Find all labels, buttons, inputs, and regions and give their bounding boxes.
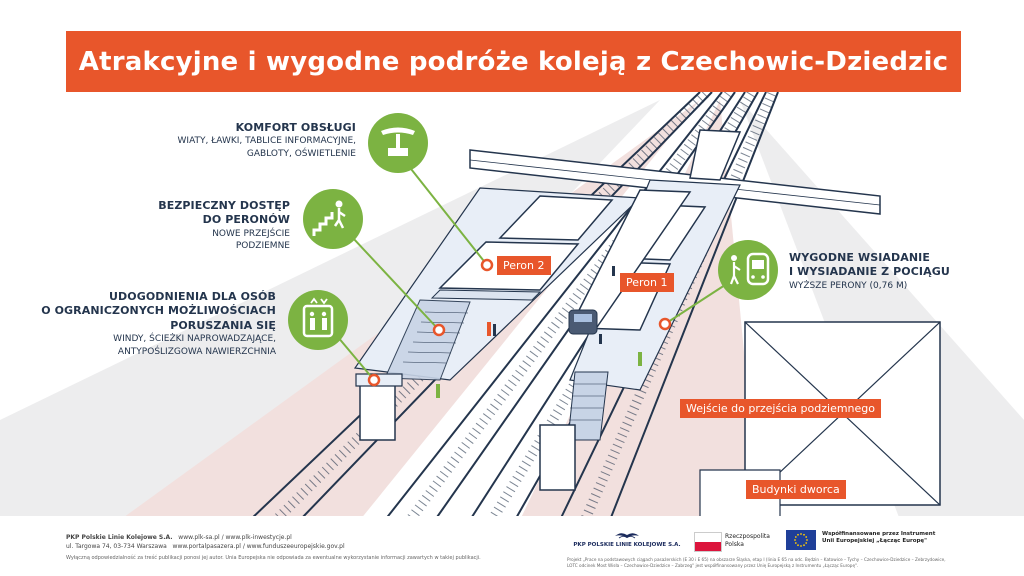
feature-dostep xyxy=(90,199,290,253)
feature-desc: ANTYPOŚLIZGOWA NAWIERZCHNIA xyxy=(117,346,276,357)
shelter-bench-icon xyxy=(368,113,428,173)
pkp-wings-icon xyxy=(567,530,687,542)
feature-title: UDOGODNIENIA DLA OSÓB xyxy=(109,290,276,303)
footer-disclaimer: Wyłączną odpowiedzialność za treść publikacji ponosi jej autor. Unia Europejska nie odpowiada za ewentualne wykorzystanie informacji zawartych w takiej publikacji. xyxy=(66,554,481,561)
feature-title: KOMFORT OBSŁUGI xyxy=(235,121,356,134)
pkp-logo-text: PKP POLSKIE LINIE KOLEJOWE S.A. xyxy=(573,542,681,548)
eu-logo xyxy=(786,530,966,552)
feature-title: WYGODNE WSIADANIE xyxy=(789,251,930,264)
feature-desc: WYŻSZE PERONY (0,76 M) xyxy=(789,280,908,291)
elevator-icon xyxy=(288,290,348,350)
feature-desc: WIATY, ŁAWKI, TABLICE INFORMACYJNE, xyxy=(177,136,356,147)
eu-line-1: Współfinansowane przez Instrument xyxy=(822,531,936,537)
feature-title: I WYSIADANIE Z POCIĄGU xyxy=(789,265,950,279)
footer-contact xyxy=(66,533,481,562)
feature-title: O OGRANICZONYCH MOŻLIWOŚCIACH xyxy=(41,304,276,318)
feature-title: DO PERONÓW xyxy=(202,213,290,227)
feature-desc: PODZIEMNE xyxy=(235,241,290,252)
polish-flag-icon xyxy=(694,532,722,552)
feature-desc: GABLOTY, OŚWIETLENIE xyxy=(246,148,356,159)
footer-address: ul. Targowa 74, 03-734 Warszawa xyxy=(66,543,167,551)
footer-project-info xyxy=(567,557,947,569)
title-banner xyxy=(66,31,961,92)
pkp-logo xyxy=(567,530,687,552)
label-peron-1: Peron 1 xyxy=(620,273,674,292)
feature-udogodnienia xyxy=(16,290,276,358)
passenger-train-icon xyxy=(718,240,778,300)
project-line-2: LOTC odcinek Most Wisła – Czechowice-Dziedzice – Zabrzeg" jest współfinansowany przez Unię Europejską z Instrumentu „Łącząc Europę". xyxy=(567,563,859,569)
feature-wsiadanie xyxy=(789,251,989,292)
project-line-1: Projekt „Prace na podstawowych ciągach pasażerskich (E 30 i E 65) na obszarze Śląska, etap I (linia E 65 na odc. Będzin – Katowice – Tychy – Czechowice-Dziedzice – Zebrzydowice, xyxy=(567,557,946,562)
footer-web-2[interactable]: www.portalpasazera.pl / www.funduszeeuropejskie.gov.pl xyxy=(172,543,345,551)
label-station-buildings: Budynki dworca xyxy=(746,480,846,499)
rp-line-1: Rzeczpospolita xyxy=(725,533,770,540)
rp-line-2: Polska xyxy=(725,540,744,548)
feature-desc: WINDY, ŚCIEŻKI NAPROWADZAJĄCE, xyxy=(113,333,276,344)
footer xyxy=(0,516,1024,576)
feature-title: BEZPIECZNY DOSTĘP xyxy=(158,199,290,212)
feature-komfort xyxy=(96,121,356,161)
rzeczpospolita-logo xyxy=(694,530,784,552)
feature-title: PORUSZANIA SIĘ xyxy=(170,318,276,332)
feature-desc: NOWE PRZEJŚCIE xyxy=(212,228,290,239)
page-title: Atrakcyjne i wygodne podróże koleją z Czechowic-Dziedzic xyxy=(78,46,949,77)
eu-flag-icon xyxy=(786,530,816,550)
footer-web-1[interactable]: www.plk-sa.pl / www.plk-inwestycje.pl xyxy=(178,534,292,541)
label-underpass-entrance: Wejście do przejścia podziemnego xyxy=(680,399,881,418)
stairs-person-icon xyxy=(303,189,363,249)
label-peron-2: Peron 2 xyxy=(497,256,551,275)
footer-company: PKP Polskie Linie Kolejowe S.A. xyxy=(66,534,173,541)
eu-line-2: Unii Europejskiej „Łącząc Europę" xyxy=(822,538,928,545)
